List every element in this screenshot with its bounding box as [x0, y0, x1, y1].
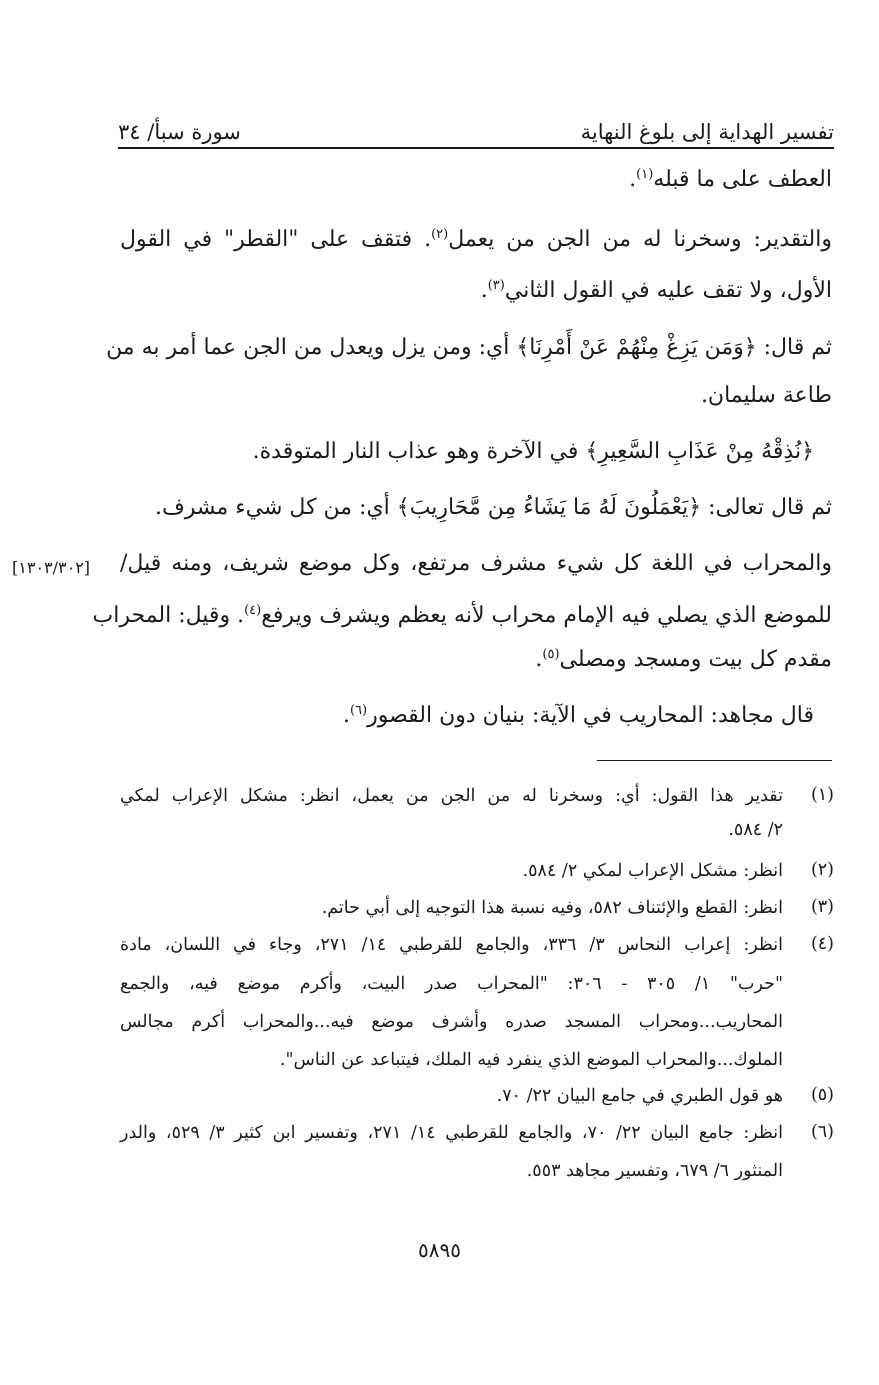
- footnote-ref-5[interactable]: (٥): [542, 647, 560, 662]
- page-number: ٥٨٩٥: [418, 1238, 461, 1262]
- footnote-number-3: (٣): [810, 897, 834, 917]
- footnote-number-1: (١): [810, 785, 834, 805]
- quran-verse-2: ﴿نُذِقْهُ مِنْ عَذَابِ السَّعِيرِ﴾: [585, 439, 814, 464]
- footnote-number-2: (٢): [810, 860, 834, 880]
- footnote-ref-4[interactable]: (٤): [244, 603, 262, 618]
- footnote-4-line-4: الملوك...والمحراب الموضع الذي ينفرد فيه الملك، فيتباعد عن الناس".: [279, 1050, 783, 1070]
- body-line-6: ﴿نُذِقْهُ مِنْ عَذَابِ السَّعِيرِ﴾ في الآخرة وهو عذاب النار المتوقدة.: [252, 439, 814, 464]
- footnote-1-line-1: تقدير هذا القول: أي: وسخرنا له من الجن من يعمل، انظر: مشكل الإعراب لمكي: [120, 786, 783, 806]
- quran-verse-3: ﴿يَعْمَلُونَ لَهُ مَا يَشَاءُ مِن مَّحَارِيبَ﴾: [396, 495, 702, 520]
- footnote-ref-3[interactable]: (٣): [487, 278, 505, 293]
- body-line-5: طاعة سليمان.: [700, 383, 832, 408]
- body-line-9: للموضع الذي يصلي فيه الإمام محراب لأنه يعظم ويشرف ويرفع$^{(٤)}$. وقيل: المحراب: [92, 603, 832, 628]
- header-rule: [118, 147, 834, 149]
- footnote-5: هو قول الطبري في جامع البيان ٢٢/ ٧٠.: [496, 1086, 783, 1106]
- footnote-number-5: (٥): [810, 1085, 834, 1105]
- running-header: [118, 104, 834, 144]
- body-line-2: والتقدير: وسخرنا له من الجن من يعمل$^{(٢)}$. فتقف على "القطر" في القول: [120, 227, 832, 252]
- body-line-3: الأول، ولا تقف عليه في القول الثاني$^{(٣)}$.: [480, 278, 832, 303]
- footnote-ref-1[interactable]: (١): [636, 167, 654, 182]
- body-line-8: والمحراب في اللغة كل شيء مشرف مرتفع، وكل موضع شريف، ومنه قيل/: [120, 551, 832, 576]
- body-line-10: مقدم كل بيت ومسجد ومصلى$^{(٥)}$.: [535, 647, 832, 672]
- footnote-3: انظر: القطع والإئتناف ٥٨٢، وفيه نسبة هذا التوجيه إلى أبي حاتم.: [321, 898, 783, 918]
- footnote-6-line-2: المنثور ٦/ ٦٧٩، وتفسير مجاهد ٥٥٣.: [526, 1161, 783, 1181]
- body-line-1: العطف على ما قبله$^{(١)}$.: [629, 167, 832, 192]
- footnote-4-line-1: انظر: إعراب النحاس ٣/ ٣٣٦، والجامع للقرطبي ١٤/ ٢٧١، وجاء في اللسان، مادة: [120, 935, 784, 955]
- footnote-separator: [597, 760, 832, 761]
- footnote-4-line-3: المحاريب...ومحراب المسجد صدره وأشرف موضع فيه...والمحراب أكرم مجالس: [120, 1012, 783, 1032]
- footnote-1-line-2: ٢/ ٥٨٤.: [728, 820, 783, 840]
- quran-verse-1: ﴿وَمَن يَزِغْ مِنْهُمْ عَنْ أَمْرِنَا﴾: [516, 335, 757, 360]
- surah-label: سورة سبأ/ ٣٤: [118, 120, 241, 144]
- footnote-2: انظر: مشكل الإعراب لمكي ٢/ ٥٨٤.: [522, 861, 783, 881]
- body-line-7: ثم قال تعالى: ﴿يَعْمَلُونَ لَهُ مَا يَشَاءُ مِن مَّحَارِيبَ﴾ أي: من كل شيء مشرف.: [154, 495, 832, 520]
- book-title: تفسير الهداية إلى بلوغ النهاية: [580, 120, 834, 144]
- footnote-number-6: (٦): [810, 1122, 834, 1142]
- footnote-4-line-2: "حرب" ١/ ٣٠٥ - ٣٠٦: "المحراب صدر البيت، وأكرم موضع فيه، والجمع: [120, 974, 783, 994]
- body-line-11: قال مجاهد: المحاريب في الآية: بنيان دون القصور$^{(٦)}$.: [342, 703, 814, 728]
- margin-page-reference: [١٣٠٣/٣٠٢]: [12, 558, 91, 577]
- footnote-ref-6[interactable]: (٦): [349, 703, 368, 718]
- body-line-4: ثم قال: ﴿وَمَن يَزِغْ مِنْهُمْ عَنْ أَمْرِنَا﴾ أي: ومن يزل ويعدل من الجن عما أمر به من: [106, 335, 832, 360]
- footnote-6-line-1: انظر: جامع البيان ٢٢/ ٧٠، والجامع للقرطبي ١٤/ ٢٧١، وتفسير ابن كثير ٣/ ٥٢٩، والدر: [120, 1123, 783, 1143]
- footnote-number-4: (٤): [810, 934, 834, 954]
- footnote-ref-2[interactable]: (٢): [431, 227, 449, 242]
